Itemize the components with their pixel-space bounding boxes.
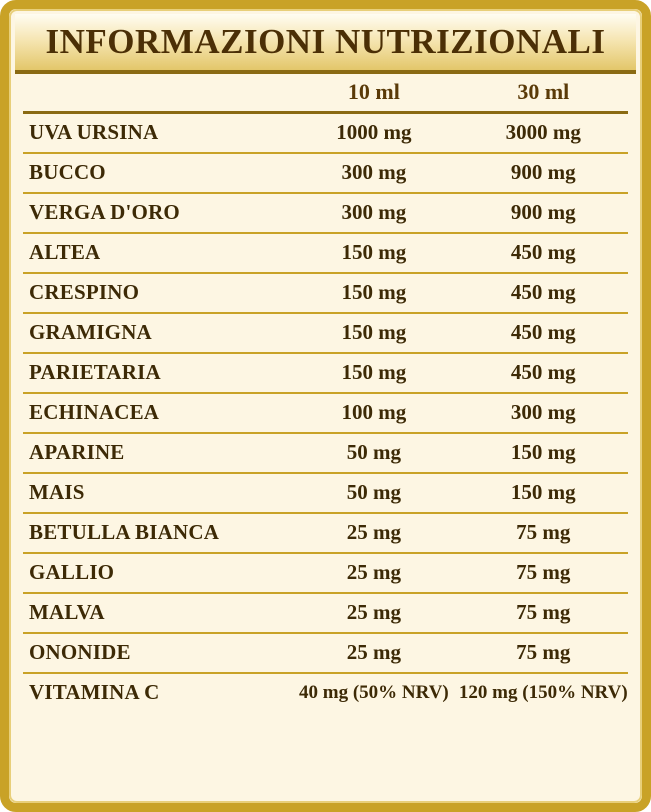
table-row: [23, 353, 628, 393]
ingredient-name: ONONIDE: [23, 633, 289, 673]
table-row: [23, 473, 628, 513]
ingredient-name: UVA URSINA: [23, 113, 289, 154]
table-body: [23, 113, 628, 713]
dose-10ml-value: 1000 mg: [289, 113, 458, 154]
dose-10ml-value: 150 mg: [289, 273, 458, 313]
column-header-ingredient: [23, 74, 289, 113]
table-row: [23, 313, 628, 353]
column-header-dose-30ml: 30 ml: [459, 74, 628, 113]
ingredient-name: PARIETARIA: [23, 353, 289, 393]
ingredient-name: VITAMINA C: [29, 680, 160, 704]
table-header: [23, 74, 628, 113]
dose-30ml-value: 75 mg: [459, 513, 628, 553]
panel-title-bar: [15, 14, 636, 74]
ingredient-name: ECHINACEA: [23, 393, 289, 433]
dose-10ml-value: 150 mg: [289, 353, 458, 393]
ingredient-name: MAIS: [23, 473, 289, 513]
dose-30ml-value: 450 mg: [459, 273, 628, 313]
dose-10ml-value: 150 mg: [289, 313, 458, 353]
ingredient-name: BETULLA BIANCA: [23, 513, 289, 553]
dose-10ml-value: 300 mg: [289, 193, 458, 233]
ingredient-name: ALTEA: [23, 233, 289, 273]
dose-30ml-value: 450 mg: [459, 313, 628, 353]
dose-30ml-value: 75 mg: [459, 593, 628, 633]
dose-10ml-value: 150 mg: [289, 233, 458, 273]
table-row: [23, 553, 628, 593]
dose-10ml-value: 40 mg (50% NRV): [299, 681, 449, 703]
table-row: [23, 153, 628, 193]
dose-30ml-value: 75 mg: [459, 633, 628, 673]
column-header-dose-10ml: 10 ml: [289, 74, 458, 113]
dose-30ml-value: 75 mg: [459, 553, 628, 593]
ingredient-name: BUCCO: [23, 153, 289, 193]
table-row: [23, 233, 628, 273]
page-title: INFORMAZIONI NUTRIZIONALI: [45, 22, 606, 61]
ingredient-name: CRESPINO: [23, 273, 289, 313]
table-row: [23, 673, 628, 712]
dose-30ml-value: 150 mg: [459, 473, 628, 513]
dose-30ml-value: 3000 mg: [459, 113, 628, 154]
dose-10ml-value: 100 mg: [289, 393, 458, 433]
table-row: [23, 593, 628, 633]
table-row: [23, 393, 628, 433]
dose-30ml-value: 450 mg: [459, 353, 628, 393]
dose-30ml-value: 300 mg: [459, 393, 628, 433]
table-row: [23, 633, 628, 673]
dose-10ml-value: 50 mg: [289, 473, 458, 513]
ingredient-name: APARINE: [23, 433, 289, 473]
table-row: [23, 193, 628, 233]
dose-10ml-value: 25 mg: [289, 513, 458, 553]
dose-10ml-value: 300 mg: [289, 153, 458, 193]
ingredient-name: GALLIO: [23, 553, 289, 593]
dose-30ml-value: 120 mg (150% NRV): [458, 681, 628, 703]
ingredient-name: VERGA D'ORO: [23, 193, 289, 233]
nutrition-table: [23, 74, 628, 712]
dose-10ml-value: 25 mg: [289, 633, 458, 673]
dose-30ml-value: 900 mg: [459, 153, 628, 193]
table-row: [23, 273, 628, 313]
dose-30ml-value: 150 mg: [459, 433, 628, 473]
table-row: [23, 433, 628, 473]
dose-10ml-value: 25 mg: [289, 593, 458, 633]
dose-30ml-value: 450 mg: [459, 233, 628, 273]
dose-10ml-value: 25 mg: [289, 553, 458, 593]
dose-30ml-value: 900 mg: [459, 193, 628, 233]
ingredient-name: GRAMIGNA: [23, 313, 289, 353]
table-header-row: [23, 74, 628, 113]
ingredient-name: MALVA: [23, 593, 289, 633]
table-row: [23, 113, 628, 154]
dose-10ml-value: 50 mg: [289, 433, 458, 473]
table-row: [23, 513, 628, 553]
